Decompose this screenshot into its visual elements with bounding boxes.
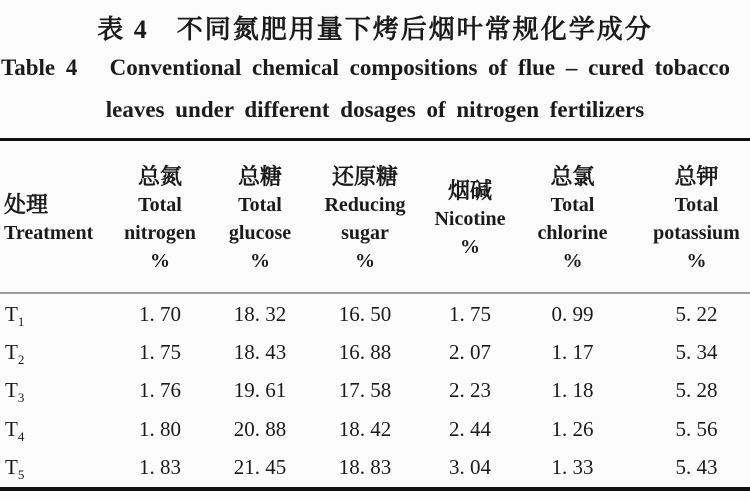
treatment-label: $T_4$ [5,416,25,445]
value-cell: 5. 28 [675,378,718,403]
column-header-total-glucose: 总糖 Total glucose % [228,163,292,272]
table-rule-bottom [0,487,750,491]
treatment-label: $T_5$ [5,455,25,483]
table-header-row [0,145,750,292]
value-cell: 18. 32 [233,301,287,326]
value-cell: 1. 76 [139,378,181,403]
value-cell: 1. 17 [551,340,594,365]
value-cell: 2. 44 [449,416,491,441]
table-row [0,372,750,410]
value-cell: 1. 26 [551,416,594,441]
table-title-en-line2: leaves under different dosages of nitrogen fertilizers [105,97,645,122]
value-cell: 1. 75 [449,301,491,326]
table-row [0,295,750,333]
column-header-total-potassium: 总钾 Total potassium % [653,163,740,272]
value-cell: 2. 07 [449,340,491,365]
value-cell: 16. 50 [338,301,392,326]
value-cell: 1. 33 [551,455,594,480]
column-header-nicotine: 烟碱 Nicotine % [434,177,506,258]
value-cell: 21. 45 [233,455,287,480]
value-cell: 1. 70 [139,301,181,326]
value-cell: 18. 83 [338,455,392,480]
table-row [0,449,750,487]
value-cell: 2. 23 [449,378,491,403]
value-cell: 1. 83 [139,455,181,480]
table-row [0,333,750,371]
table-rule-header-separator [0,292,750,294]
value-cell: 5. 43 [675,455,718,480]
value-cell: 1. 80 [139,416,181,441]
value-cell: 3. 04 [449,455,491,480]
column-header-treatment: 处理 Treatment [4,191,94,244]
column-header-total-nitrogen: 总氮 Total nitrogen % [124,163,196,272]
treatment-label: $T_2$ [5,340,25,368]
table-row [0,410,750,448]
value-cell: 18. 42 [338,416,392,441]
value-cell: 5. 56 [675,416,718,441]
treatment-label: $T_3$ [5,378,25,406]
value-cell: 19. 61 [233,378,287,403]
treatment-label: $T_1$ [5,301,25,329]
table-title-en-line1: Table 4 Conventional chemical compositions of flue – cured tobacco [1,55,731,80]
value-cell: 16. 88 [338,340,392,365]
value-cell: 5. 34 [675,340,718,365]
column-header-total-chlorine: 总氯 Total chlorine % [537,163,608,272]
table-rule-top [0,138,750,141]
table-body [0,295,750,487]
value-cell: 5. 22 [675,301,718,326]
value-cell: 20. 88 [233,416,287,441]
value-cell: 18. 43 [233,340,287,365]
table-title-zh: 表 4 不同氮肥用量下烤后烟叶常规化学成分 [97,15,653,44]
value-cell: 1. 18 [551,378,594,403]
value-cell: 0. 99 [551,301,594,326]
value-cell: 1. 75 [139,340,181,365]
column-header-reducing-sugar: 还原糖 Reducing sugar % [324,163,406,272]
value-cell: 17. 58 [338,378,392,403]
